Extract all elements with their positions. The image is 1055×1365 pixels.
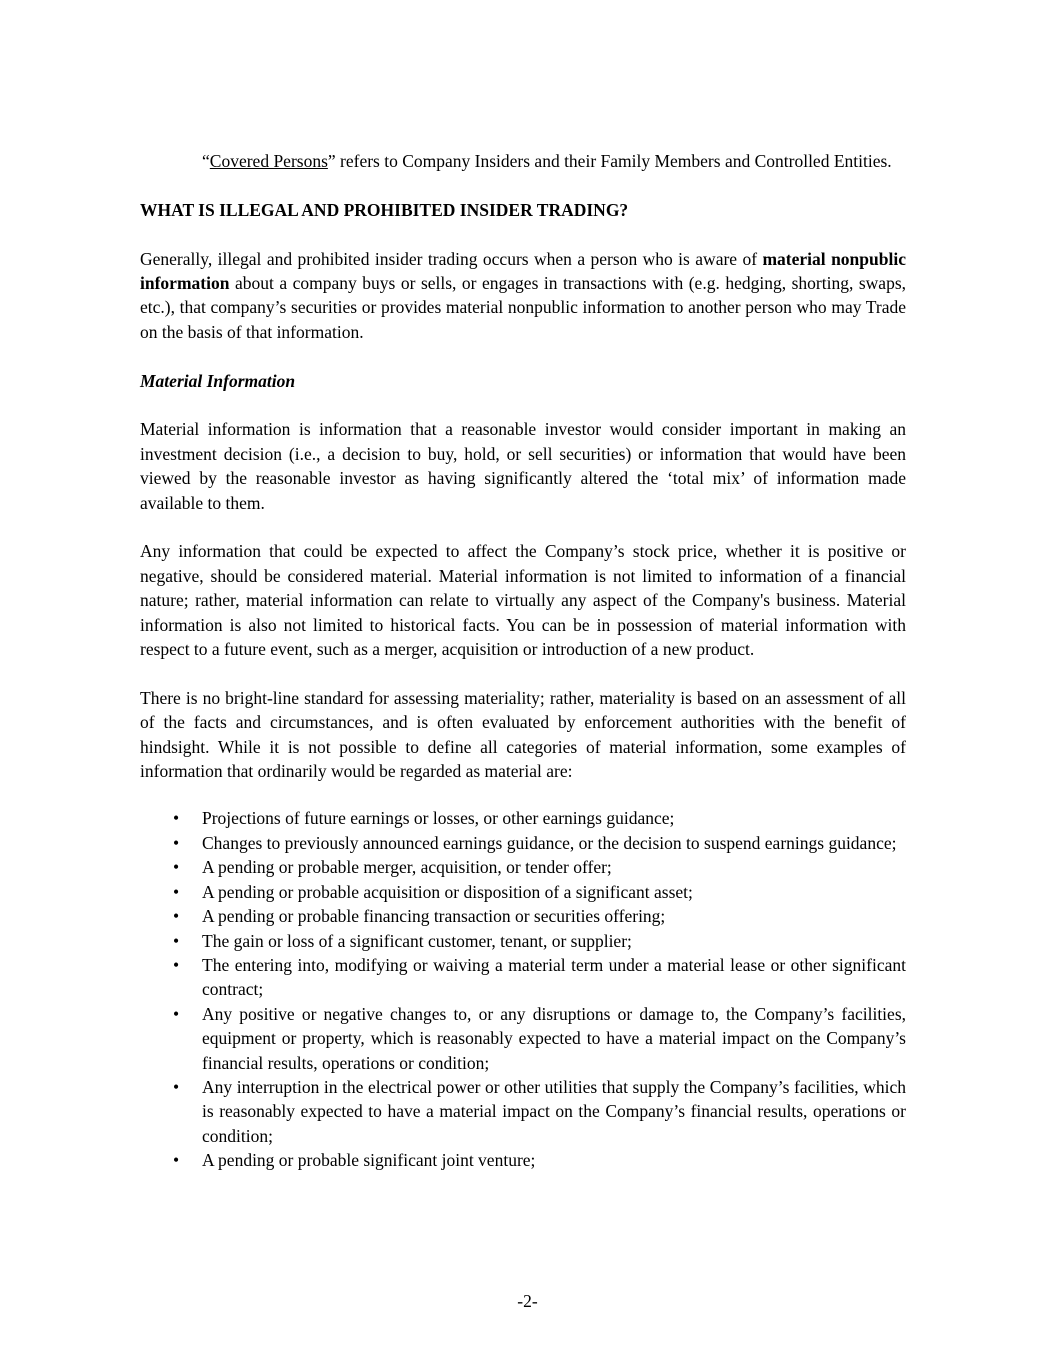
general-definition-paragraph — [140, 247, 906, 345]
bullet-item: • A pending or probable significant joint venture; — [140, 1148, 906, 1172]
text-segment: “ — [202, 151, 210, 171]
material-information-heading: Material Information — [140, 370, 296, 391]
bullet-item: • The entering into, modifying or waiving a material term under a material lease or other significant contract; — [140, 953, 906, 1002]
text-segment: ” refers to Company Insiders and their Family Members and Controlled Entities. — [327, 151, 892, 171]
section-heading-illegal-insider-trading: WHAT IS ILLEGAL AND PROHIBITED INSIDER TRADING? — [140, 199, 629, 220]
bullet-item: • A pending or probable merger, acquisition, or tender offer; — [140, 855, 906, 879]
bullet-item: • Projections of future earnings or losses, or other earnings guidance; — [140, 806, 906, 830]
bullet-item: • Any positive or negative changes to, or any disruptions or damage to, the Company’s facilities, equipment or property, which is reasonably expected to have a material impact on the Company’s financial results, operations or condition; — [140, 1002, 906, 1075]
underlined-text: Covered Persons — [209, 151, 328, 171]
bullet-item: • The gain or loss of a significant customer, tenant, or supplier; — [140, 929, 906, 953]
any-information-paragraph: Any information that could be expected to affect the Company’s stock price, whether it is positive or negative, should be considered material. Material information is not limited to information of a financial nature; rather, material information can relate to virtually any aspect of the Company's business. Material information is also not limited to historical facts. You can be in possession of material information with respect to a future event, such as a merger, acquisition or introduction of a new product. — [140, 541, 906, 660]
bullet-item: • Any interruption in the electrical power or other utilities that supply the Company’s facilities, which is reasonably expected to have a material impact on the Company’s financial results, operations or condition; — [140, 1075, 906, 1148]
page-number: -2- — [517, 1291, 538, 1311]
material-definition-paragraph: Material information is information that a reasonable investor would consider important in making an investment decision (i.e., a decision to buy, hold, or sell securities) or information that would have been viewed by the reasonable investor as having significantly altered the ‘total mix’ of information made available to them. — [140, 419, 906, 513]
text-segment: about a company buys or sells, or engages in transactions with (e.g. hedging, shorting, swaps, etc.), that company’s securities or provides material nonpublic information to another person who may Trade on the basis of that information. — [140, 273, 906, 342]
bright-line-paragraph: There is no bright-line standard for assessing materiality; rather, materiality is based on an assessment of all of the facts and circumstances, and is often evaluated by enforcement authorities with the benefit of hindsight. While it is not possible to define all categories of material information, some examples of information that ordinarily would be regarded as material are: — [140, 687, 906, 782]
bullet-item: • A pending or probable acquisition or disposition of a significant asset; — [140, 880, 906, 904]
bullet-item: • A pending or probable financing transaction or securities offering; — [140, 904, 906, 928]
material-examples-list — [140, 806, 906, 1172]
covered-persons-paragraph — [202, 149, 906, 173]
page-content — [140, 149, 906, 1173]
text-segment: Generally, illegal and prohibited insider trading occurs when a person who is aware of — [140, 248, 763, 269]
bullet-item: • Changes to previously announced earnings guidance, or the decision to suspend earnings guidance; — [140, 831, 906, 855]
bold-text: material nonpublic information — [140, 248, 906, 293]
